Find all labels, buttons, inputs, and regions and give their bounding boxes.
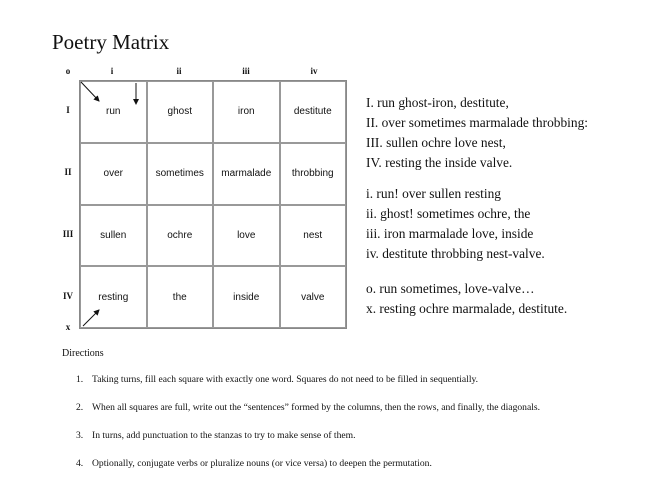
diag-stanza [366,279,567,319]
poetry-matrix-grid [79,80,347,329]
poem-line: i. run! over sullen resting [366,186,501,201]
cols-stanza [366,184,545,264]
grid-cell: sullen [80,205,147,267]
grid-cell: throbbing [280,143,347,205]
poem-line: I. run ghost-iron, destitute, [366,95,509,110]
poem-line: II. over sometimes marmalade throbbing: [366,115,588,130]
col-label-iv: iv [310,66,318,76]
grid-cell: marmalade [213,143,280,205]
poem-line: x. resting ochre marmalade, destitute. [366,301,568,316]
poem-line: III. sullen ochre love nest, [366,135,506,150]
poem-line: iv. destitute throbbing nest-valve. [366,246,545,261]
poem-line: IV. resting the inside valve. [366,155,513,170]
grid-cell: valve [280,266,347,328]
row-label-I: I [66,105,70,115]
rows-stanza [366,93,588,173]
grid-cell: love [213,205,280,267]
poem-line: ii. ghost! sometimes ochre, the [366,206,531,221]
direction-number: 4. [76,458,84,469]
row-label-III: III [62,229,74,239]
direction-item [76,402,540,430]
direction-number: 2. [76,402,84,413]
grid-cell: ghost [147,81,214,143]
direction-text: When all squares are full, write out the “sentences” formed by the columns, then the rows, and finally, the diagonals. [92,402,541,413]
direction-text: Optionally, conjugate verbs or pluralize nouns (or vice versa) to deepen the permutation. [92,458,432,469]
grid-cell: ochre [147,205,214,267]
grid-cell: over [80,143,147,205]
grid-cell: inside [213,266,280,328]
corner-label-x: x [65,322,71,332]
grid-cell: nest [280,205,347,267]
row-label-IV: IV [62,291,73,301]
col-label-ii: ii [176,66,182,76]
col-label-i: i [110,66,114,76]
grid-cell: run [80,81,147,143]
grid-cell: the [147,266,214,328]
corner-label-o: o [65,66,71,76]
direction-item [76,374,540,402]
directions-heading: Directions [62,348,104,359]
directions-list [76,374,540,486]
grid-cell: resting [80,266,147,328]
grid-cell: sometimes [147,143,214,205]
direction-item [76,458,540,486]
poem-line: o. run sometimes, love-valve… [366,281,535,296]
direction-text: In turns, add punctuation to the stanzas to try to make sense of them. [92,430,356,441]
direction-number: 1. [76,374,84,385]
grid-cell: iron [213,81,280,143]
direction-text: Taking turns, fill each square with exactly one word. Squares do not need to be filled in sequentially. [92,374,479,385]
col-label-iii: iii [242,66,250,76]
grid-cell: destitute [280,81,347,143]
poem-line: iii. iron marmalade love, inside [366,226,534,241]
direction-number: 3. [76,430,84,441]
direction-item [76,430,540,458]
row-label-II: II [64,167,72,177]
page-title: Poetry Matrix [52,30,170,54]
